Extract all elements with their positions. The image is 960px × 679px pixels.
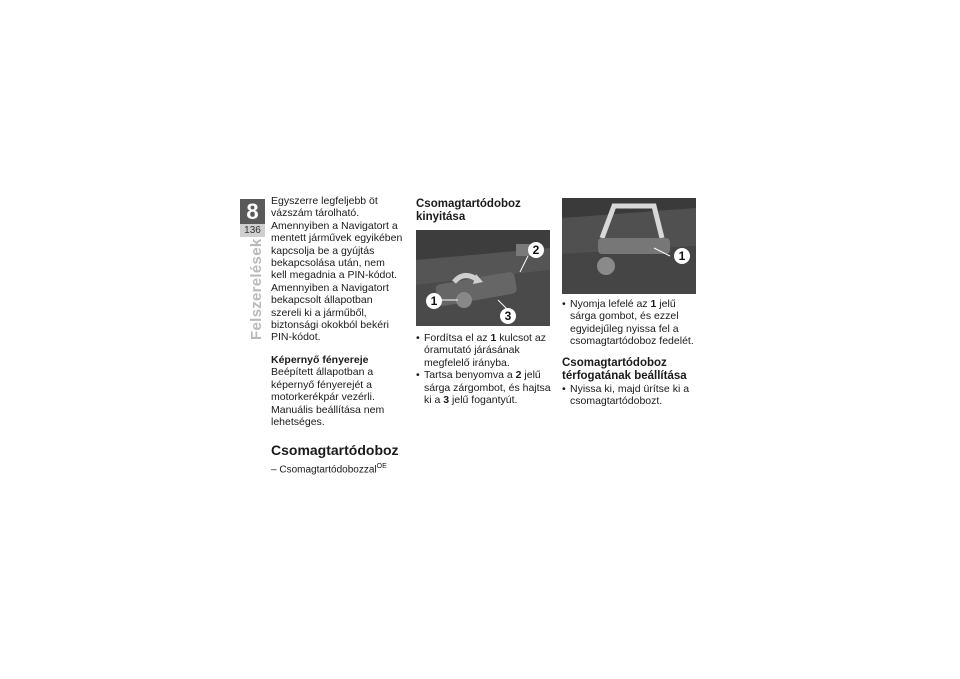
list-text: jelű fogantyút. xyxy=(449,394,518,407)
chapter-marker xyxy=(240,199,265,237)
list-text: kulcsot az óramutató járásának megfelelő irányba. xyxy=(424,332,546,369)
bullet-icon: • xyxy=(562,298,566,310)
bullet-icon: • xyxy=(562,382,566,395)
callout-1: 1 xyxy=(674,248,690,264)
heading-opening xyxy=(416,198,552,224)
list-text: Tartsa benyomva a xyxy=(424,369,516,382)
column-1 xyxy=(271,195,403,477)
column-3 xyxy=(562,198,700,407)
list-text: Nyissa ki, majd ürítse ki a csomagtartódobozt. xyxy=(570,382,690,408)
instruction-list xyxy=(562,383,700,408)
ref-number: 2 xyxy=(515,369,522,382)
heading-line: kinyitása xyxy=(416,211,466,223)
heading-luggage-box: Csomagtartódoboz xyxy=(271,442,399,459)
dash-icon: – xyxy=(271,464,277,476)
list-text: jelű sárga zárgombot, és hajtsa ki a xyxy=(424,369,551,407)
ref-number: 1 xyxy=(490,332,497,344)
list-item xyxy=(562,298,700,348)
list-text: Fordítsa el az xyxy=(424,332,491,344)
column-2 xyxy=(416,198,552,406)
list-text: Nyomja lefelé az xyxy=(570,298,651,310)
option-text: Csomagtartódobozzal xyxy=(279,464,377,476)
list-item xyxy=(416,332,552,369)
paragraph: Amennyiben a Navigatort bekapcsolt állapotban szereli ki a járműből, biztonsági okokból bekéri PIN-kódot. xyxy=(271,281,389,344)
subheading-screen-brightness: Képernyő fényereje xyxy=(271,353,369,366)
list-text: jelű sárga gombot, és ezzel egyidejűleg nyissa fel a csomagtartódoboz fedelét. xyxy=(570,298,694,348)
heading-line: Csomagtartódoboz xyxy=(416,198,521,210)
paragraph: Amennyiben a Navigatort a mentett járművek egyikében kapcsolja be a gyújtás bekapcsolása után, nem kell megadnia a PIN-kódot. xyxy=(271,219,403,282)
page-number: 136 xyxy=(240,224,265,237)
callout-2: 2 xyxy=(528,242,544,258)
bullet-icon: • xyxy=(416,369,420,382)
heading-volume-adjust xyxy=(562,357,700,383)
instruction-list xyxy=(416,332,552,406)
list-item xyxy=(562,383,700,408)
photo-lid-button-illustration xyxy=(562,198,696,294)
heading-line: Csomagtartódoboz xyxy=(562,356,667,369)
chapter-number: 8 xyxy=(246,199,259,224)
ref-number: 1 xyxy=(650,298,657,310)
side-section-title: Felszerelések xyxy=(248,238,265,340)
ref-number: 3 xyxy=(443,394,450,407)
callout-3: 3 xyxy=(500,308,516,324)
callout-1: 1 xyxy=(426,293,442,309)
list-item xyxy=(416,369,552,406)
instruction-list xyxy=(562,298,700,348)
option-line xyxy=(271,461,403,477)
photo-lock-key xyxy=(416,230,550,326)
paragraph: Beépített állapotban a képernyő fényerejét a motorkerékpár vezérli. Manuális beállítása nem lehetséges. xyxy=(271,366,385,428)
paragraph: Egyszerre legfeljebb öt vázszám tárolható. xyxy=(271,195,378,220)
heading-line: térfogatának beállítása xyxy=(562,369,687,382)
oe-superscript: OE xyxy=(376,463,387,471)
photo-lid-button xyxy=(562,198,696,294)
bullet-icon: • xyxy=(416,332,420,344)
